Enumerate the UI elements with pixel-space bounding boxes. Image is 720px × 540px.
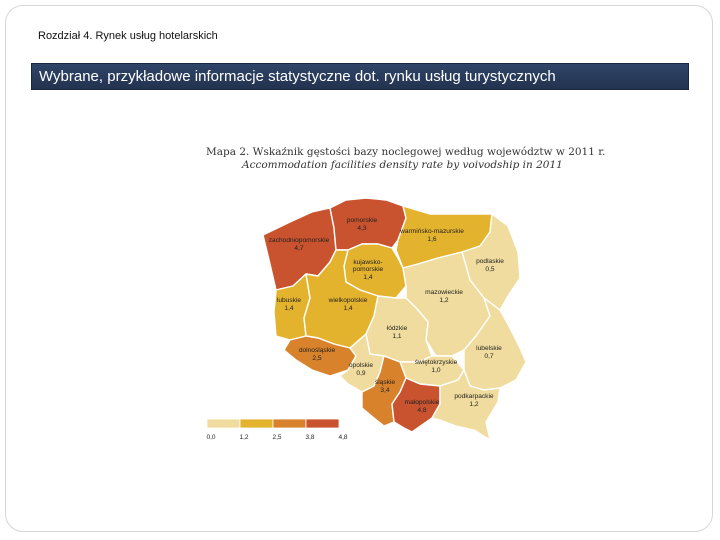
- region-name-lodzkie: łódzkie: [386, 325, 408, 332]
- region-name-podlaskie: podlaskie: [476, 258, 504, 265]
- region-value-malopolskie: 4,8: [417, 407, 427, 414]
- legend-swatch-2: [273, 419, 306, 428]
- region-value-podkarpackie: 1,2: [469, 401, 479, 408]
- region-value-mazowieckie: 1,2: [439, 297, 449, 304]
- region-value-pomorskie: 4,3: [357, 225, 367, 232]
- legend-label-1: 1,2: [239, 434, 249, 441]
- legend-swatch-1: [240, 419, 273, 428]
- region-value-lodzkie: 1,1: [392, 333, 402, 340]
- region-value-slaskie: 3,4: [380, 387, 390, 394]
- region-value-lubuskie: 1,4: [284, 305, 294, 312]
- region-name-lubuskie: lubuskie: [276, 297, 302, 304]
- region-value-zachodniopomorskie: 4,7: [294, 245, 304, 252]
- region-value-swietokrzyskie: 1,0: [431, 367, 441, 374]
- region-value-wielkopolskie: 1,4: [343, 305, 353, 312]
- legend-swatch-0: [207, 419, 240, 428]
- region-name-warminsko-mazurskie: warmińsko-mazurskie: [400, 228, 464, 235]
- map-title: Mapa 2. Wskaźnik gęstości bazy noclegowej według województw w 2011 r.: [206, 146, 606, 158]
- region-name-swietokrzyskie: świętokrzyskie: [414, 359, 458, 366]
- legend-label-2: 2,5: [272, 434, 282, 441]
- region-value-opolskie: 0,9: [356, 370, 366, 377]
- region-name-dolnoslaskie: dolnośląskie: [298, 347, 336, 354]
- legend-swatch-3: [306, 419, 339, 428]
- chapter-header: Rozdział 4. Rynek usług hotelarskich: [38, 30, 218, 42]
- legend-label-4: 4,8: [338, 434, 348, 441]
- region-name-mazowieckie: mazowieckie: [425, 289, 463, 296]
- region-name-opolskie: opolskie: [348, 362, 374, 369]
- region-value-dolnoslaskie: 2,5: [312, 355, 322, 362]
- region-name-podkarpackie: podkarpackie: [454, 393, 494, 400]
- region-name-wielkopolskie: wielkopolskie: [328, 297, 368, 304]
- region-value-podlaskie: 0,5: [485, 266, 495, 273]
- region-name-kujawsko-pomorskie: kujawsko-pomorskie: [352, 259, 384, 273]
- region-name-zachodniopomorskie: zachodniopomorskie: [268, 237, 330, 244]
- region-pomorskie: [330, 198, 406, 250]
- region-name-pomorskie: pomorskie: [346, 217, 378, 224]
- section-banner: Wybrane, przykładowe informacje statystyczne dot. rynku usług turystycznych: [31, 63, 689, 90]
- map-subtitle: Accommodation facilities density rate by voivodship in 2011: [242, 159, 563, 171]
- legend-label-3: 3,8: [305, 434, 315, 441]
- region-value-lubelskie: 0,7: [484, 353, 494, 360]
- region-name-lubelskie: lubelskie: [476, 345, 502, 352]
- region-value-kujawsko-pomorskie: 1,4: [363, 274, 373, 281]
- region-value-warminsko-mazurskie: 1,6: [427, 236, 437, 243]
- region-name-slaskie: śląskie: [374, 379, 396, 386]
- region-name-malopolskie: małopolskie: [404, 399, 440, 406]
- legend-label-0: 0,0: [206, 434, 216, 441]
